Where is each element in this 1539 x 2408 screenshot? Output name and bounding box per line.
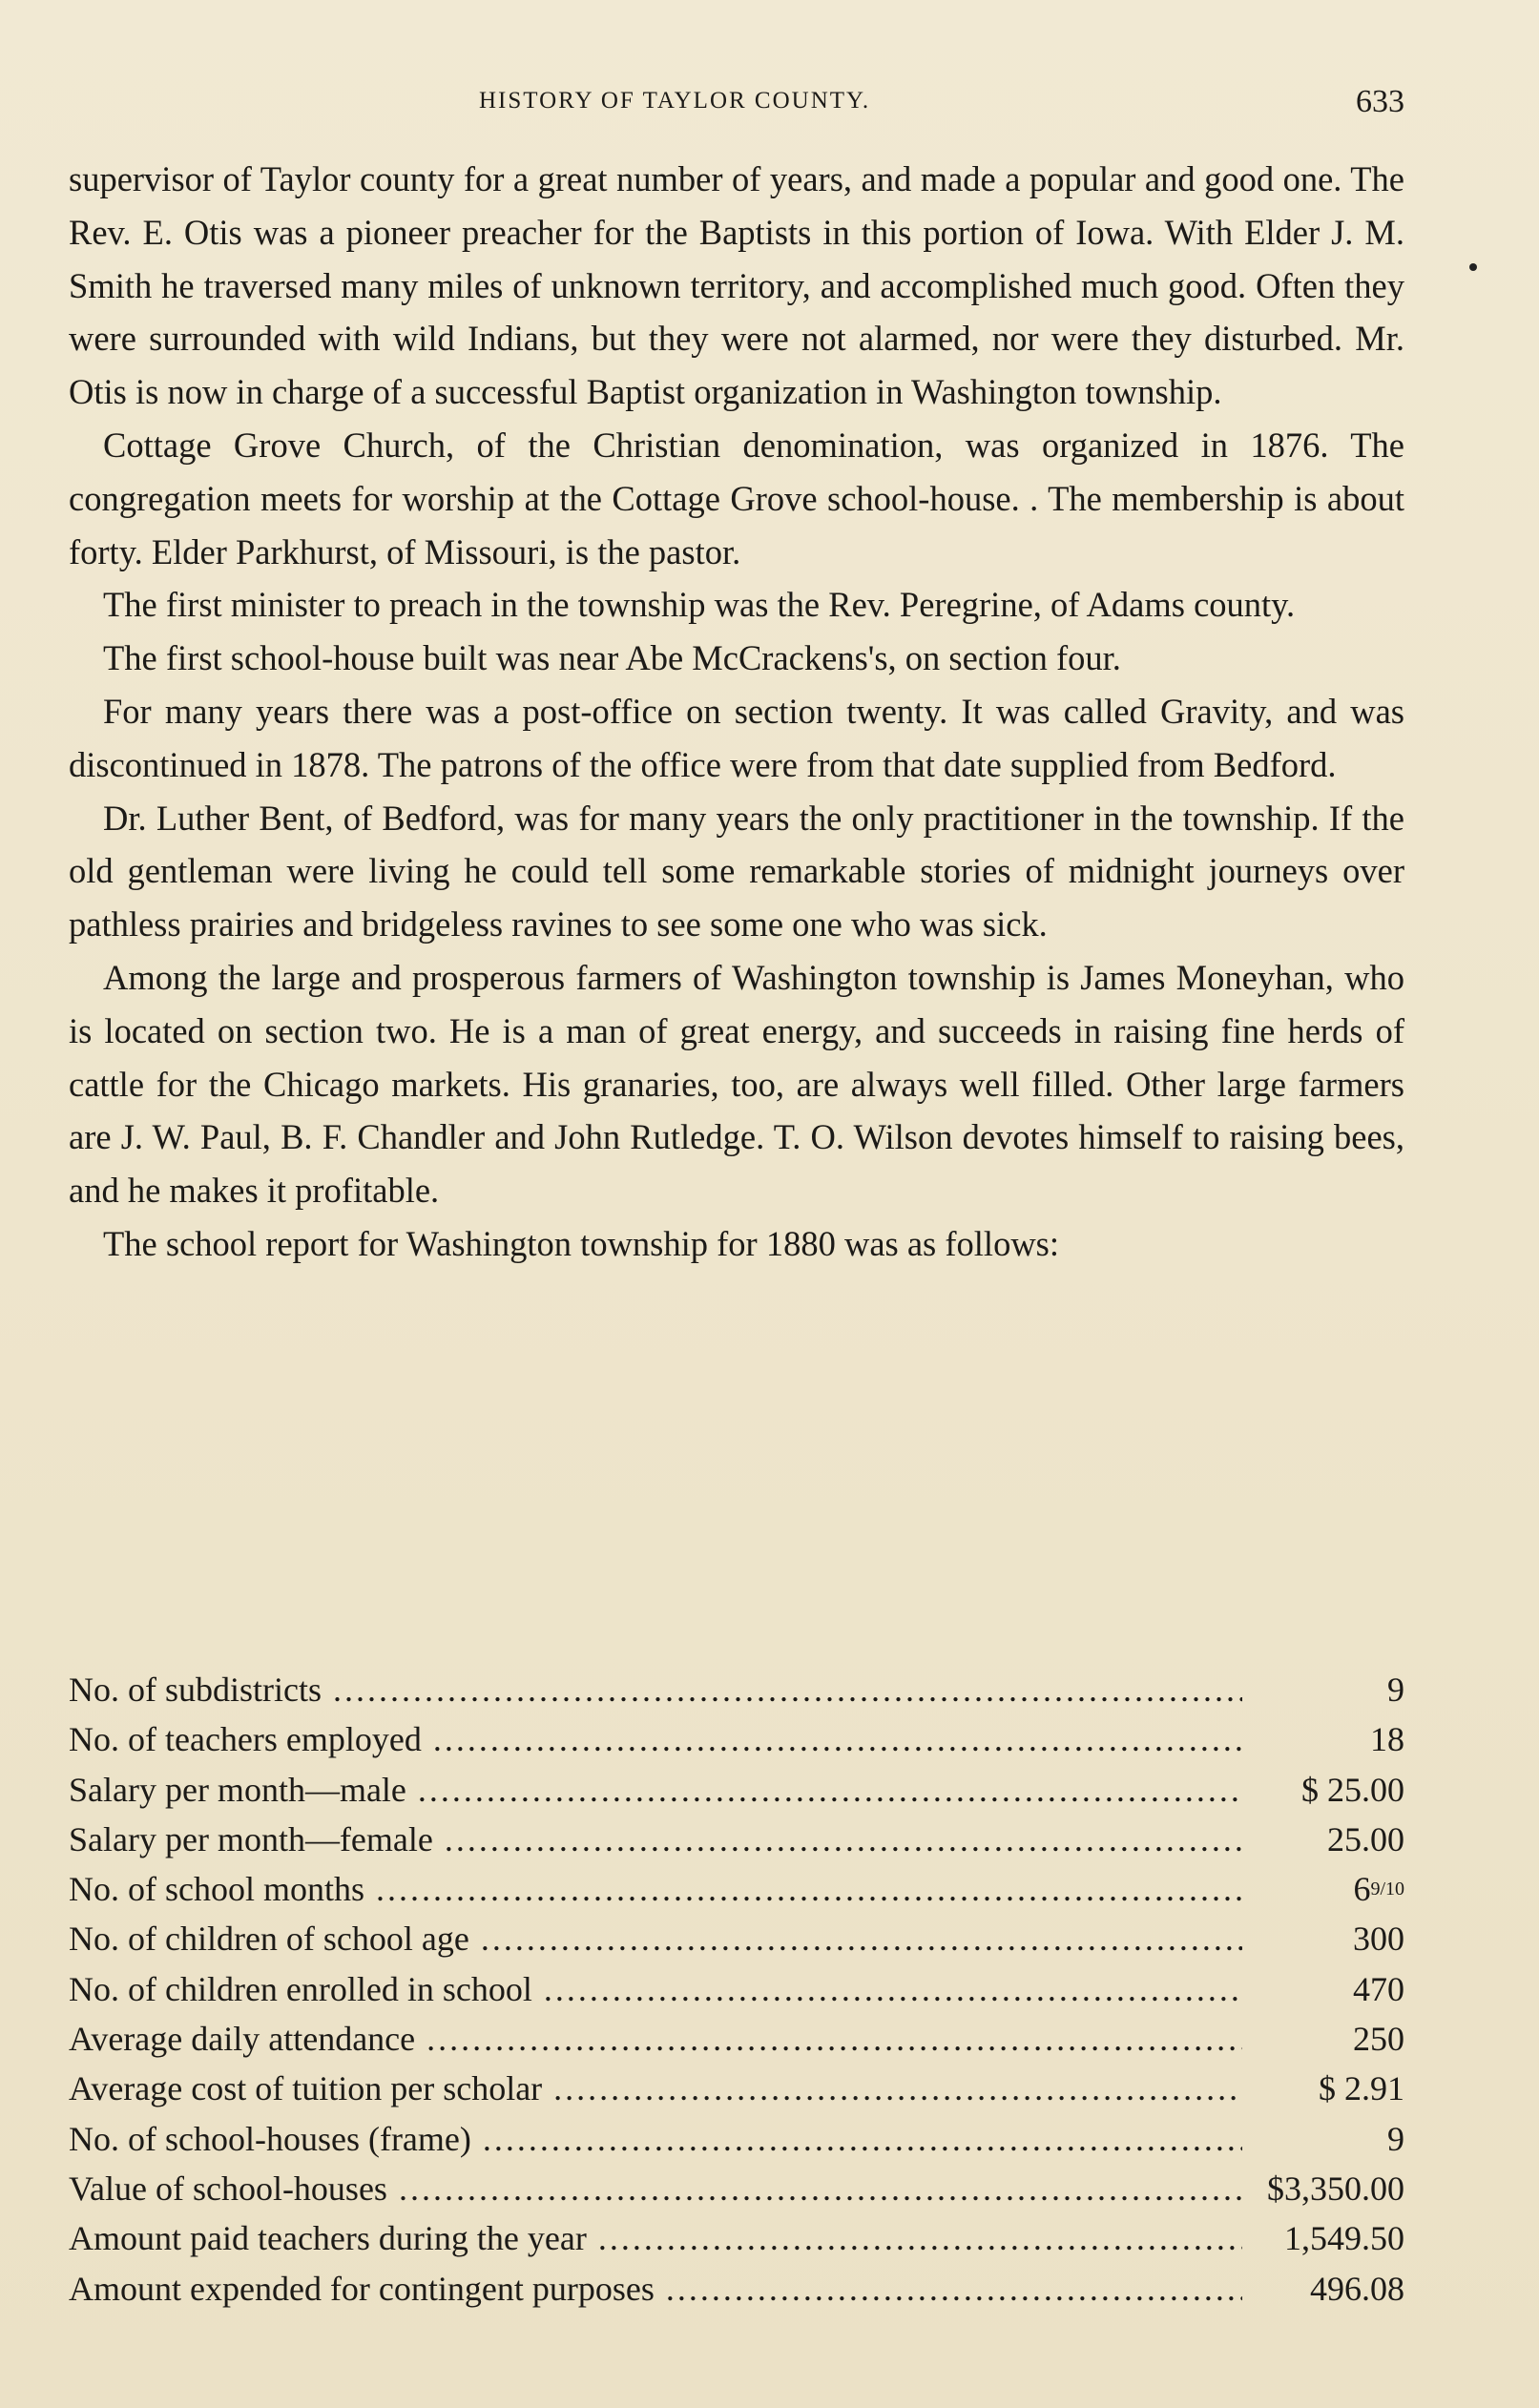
report-label: No. of teachers employed ..... — [69, 1714, 1242, 1764]
report-label: Value of school-houses ..... — [69, 2164, 1242, 2213]
page-number: 633 — [1356, 84, 1404, 119]
report-value: 9 — [1387, 2119, 1404, 2158]
report-label: No. of children enrolled in school ..... — [69, 1964, 1242, 2014]
report-label: No. of school-houses (frame) ..... — [69, 2114, 1242, 2164]
running-head: HISTORY OF TAYLOR COUNTY. — [479, 88, 871, 114]
report-row — [69, 1665, 1404, 1714]
report-value: $ 2.91 — [1319, 2069, 1404, 2108]
paragraph: Among the large and prosperous farmers of Washington township is James Moneyhan, who is located on section two. He is a man of great energy, and succeeds in raising fine herds of cattle for the Chicago markets. His granaries, too, are always well filled. Other large farmers are J. W. Paul, B. F. Chandler and John Rutledge. T. O. Wilson devotes himself to raising bees, and he makes it profitable. — [69, 957, 1404, 1211]
paragraph: Cottage Grove Church, of the Christian denomination, was organized in 1876. The congregation meets for worship at the Cottage Grove school-house. . The membership is about forty. Elder Parkhurst, of Missouri, is the pastor. — [69, 425, 1404, 571]
report-row — [69, 2064, 1404, 2113]
paragraph: For many years there was a post-office on section twenty. It was called Gravity, and was discontinued in 1878. The patrons of the office were from that date supplied from Bedford. — [69, 691, 1404, 784]
report-value: 1,549.50 — [1284, 2219, 1404, 2258]
report-label: No. of children of school age ..... — [69, 1914, 1242, 1963]
report-value-fraction: 9/10 — [1370, 1879, 1404, 1900]
report-value: $3,350.00 — [1267, 2169, 1404, 2208]
paragraph: The first minister to preach in the township was the Rev. Peregrine, of Adams county. — [103, 585, 1296, 625]
body-text — [69, 153, 1404, 1271]
report-row — [69, 2014, 1404, 2064]
page-header — [69, 84, 1404, 128]
report-row — [69, 1964, 1404, 2014]
report-value: 250 — [1353, 2020, 1404, 2059]
report-value-mixed-fraction — [1242, 1864, 1404, 1914]
paragraph: The first school-house built was near Abe McCrackens's, on section four. — [103, 638, 1121, 678]
report-label: Salary per month—male ..... — [69, 1765, 1242, 1815]
report-value: $ 25.00 — [1301, 1770, 1404, 1809]
paragraph: Dr. Luther Bent, of Bedford, was for many years the only practitioner in the township. If the old gentleman were living he could tell some remarkable stories of midnight journeys over pathless prairies and bridgeless ravines to see some one who was sick. — [69, 798, 1404, 945]
report-value: 9 — [1387, 1671, 1404, 1709]
paragraph: The school report for Washington township for 1880 was as follows: — [103, 1223, 1060, 1263]
report-row — [69, 1815, 1404, 1864]
report-row — [69, 2114, 1404, 2164]
report-value: 18 — [1370, 1720, 1404, 1759]
report-value: 470 — [1353, 1969, 1404, 2008]
report-value-whole: 6 — [1353, 1870, 1371, 1909]
report-label: Average daily attendance ..... — [69, 2014, 1242, 2064]
report-row — [69, 1914, 1404, 1963]
report-value: 496.08 — [1310, 2269, 1404, 2308]
report-label: Amount paid teachers during the year ..... — [69, 2213, 1242, 2263]
report-label: Salary per month—female ..... — [69, 1815, 1242, 1864]
report-row — [69, 2213, 1404, 2263]
report-label: No. of subdistricts ..... — [69, 1665, 1242, 1714]
report-label: Amount expended for contingent purposes ..... — [69, 2264, 1242, 2314]
report-label: No. of school months ..... — [69, 1864, 1242, 1914]
school-report-table — [69, 1665, 1404, 2314]
report-row — [69, 2264, 1404, 2314]
report-row — [69, 1765, 1404, 1815]
paragraph: supervisor of Taylor county for a great number of years, and made a popular and good one. The Rev. E. Otis was a pioneer preacher for the Baptists in this portion of Iowa. With Elder J. M. Smith he traversed many miles of unknown territory, and accomplished much good. Often they were surrounded with wild Indians, but they were not alarmed, nor were they disturbed. Mr. Otis is now in charge of a successful Baptist organization in Washington township. — [69, 159, 1404, 412]
report-label: Average cost of tuition per scholar ..... — [69, 2064, 1242, 2113]
report-row — [69, 1864, 1404, 1914]
report-value: 25.00 — [1327, 1819, 1404, 1858]
report-row — [69, 1714, 1404, 1764]
report-value: 300 — [1353, 1920, 1404, 1959]
report-row — [69, 2164, 1404, 2213]
ink-speck — [1469, 263, 1477, 271]
